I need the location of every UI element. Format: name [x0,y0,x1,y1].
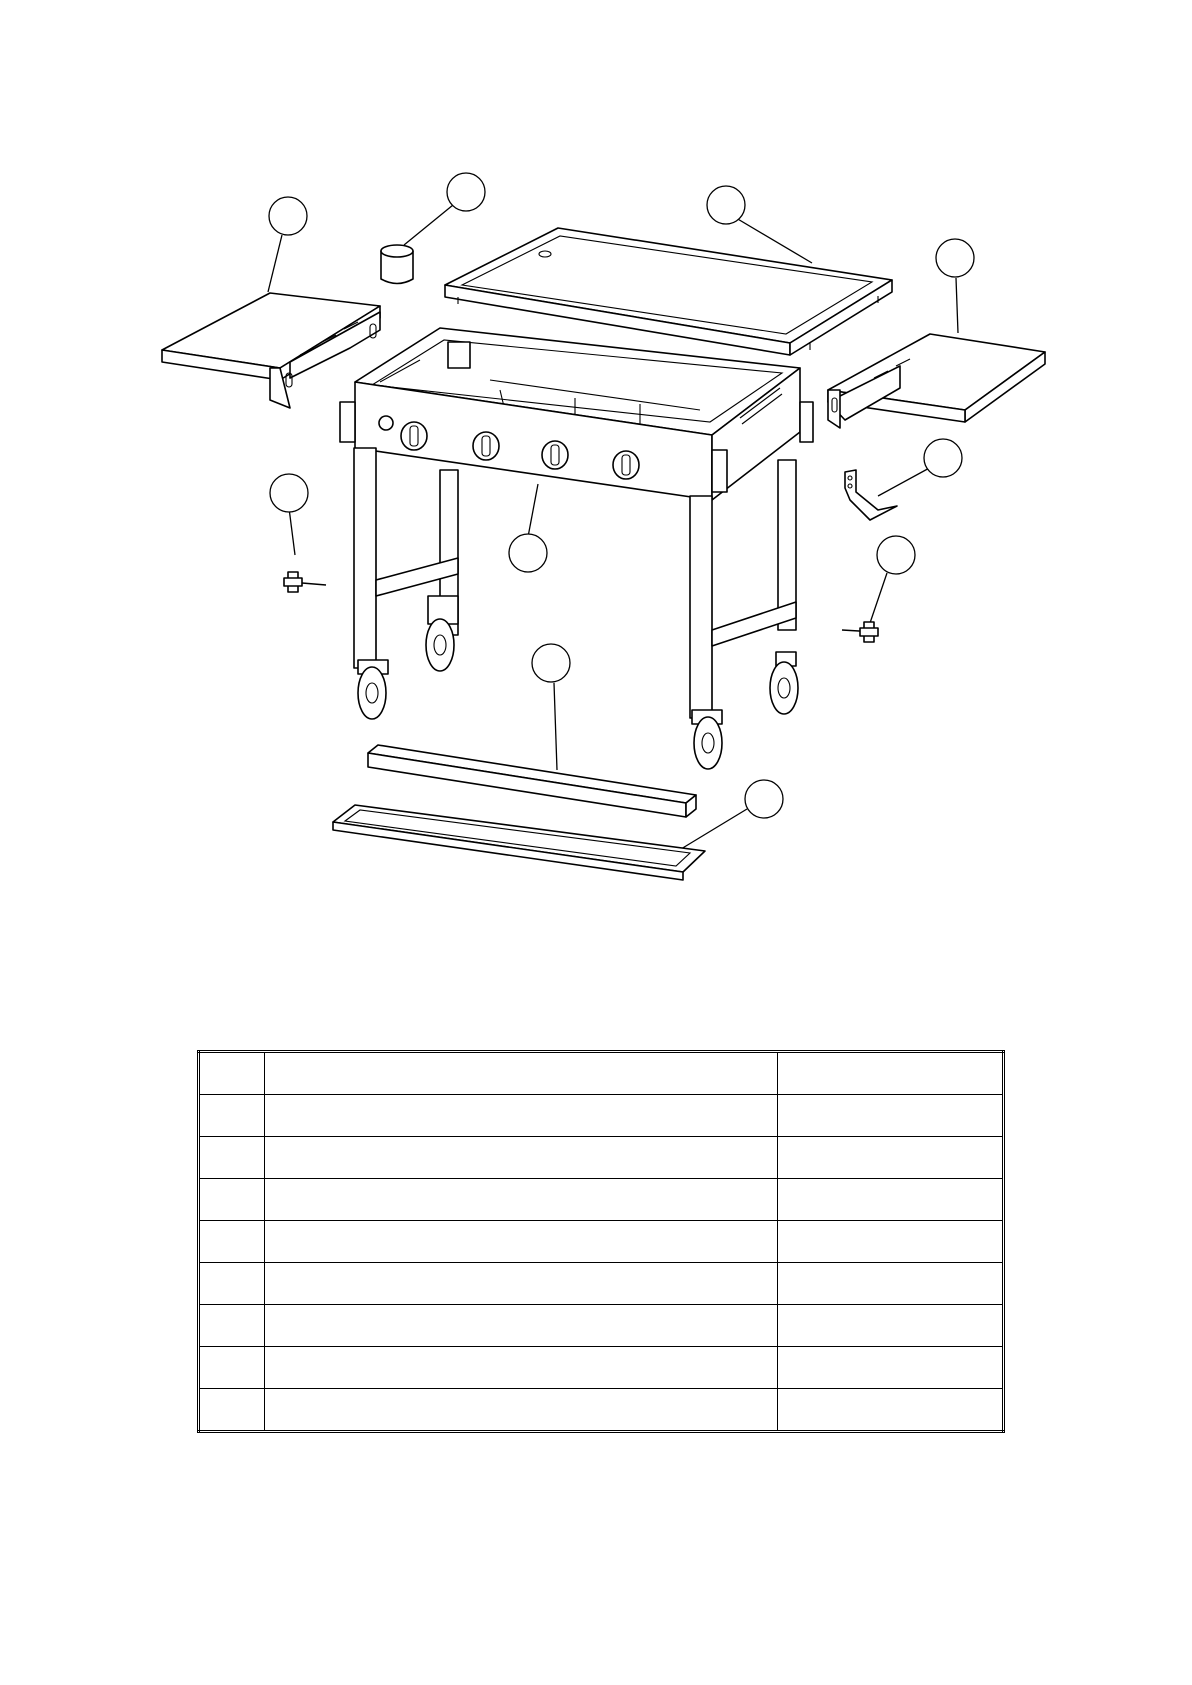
table-cell [265,1347,778,1389]
table-row [199,1137,1004,1179]
table-cell [199,1305,265,1347]
table-cell [199,1179,265,1221]
table-cell [265,1095,778,1137]
callout-cart-body [509,534,547,572]
table-cell [265,1389,778,1432]
right-side-shelf [828,334,1045,428]
hook-bracket [845,470,897,520]
table-row [199,1179,1004,1221]
bottom-tray [333,805,705,880]
callout-left-side-shelf [269,197,307,235]
table-cell [199,1095,265,1137]
table-cell [199,1263,265,1305]
table-cell [778,1179,1004,1221]
table-cell [265,1263,778,1305]
callout-right-side-shelf [936,239,974,277]
callout-left-knob-bolt [270,474,308,512]
header-cell-number [199,1052,265,1095]
table-cell [199,1221,265,1263]
table-cell [265,1179,778,1221]
table-header-row [199,1052,1004,1095]
parts-list-table [197,1050,1005,1433]
header-cell-quantity [778,1052,1004,1095]
callout-griddle-top [707,186,745,224]
left-side-shelf [162,293,380,408]
table-cell [778,1305,1004,1347]
casters [358,619,798,769]
table-cell [199,1389,265,1432]
grease-cup [381,245,413,284]
table-cell [778,1263,1004,1305]
cross-bar [368,745,696,817]
table-cell [778,1137,1004,1179]
table-row [199,1389,1004,1432]
table-cell [265,1305,778,1347]
table-row [199,1263,1004,1305]
table-row [199,1221,1004,1263]
table-cell [199,1347,265,1389]
right-knob-bolt [842,622,878,642]
table-cell [199,1137,265,1179]
callout-right-knob-bolt [877,536,915,574]
table-cell [778,1221,1004,1263]
header-cell-description [265,1052,778,1095]
callout-bottom-tray [745,780,783,818]
table-cell [778,1389,1004,1432]
cart-body [340,328,813,769]
table-cell [778,1095,1004,1137]
table-cell [265,1221,778,1263]
table-row [199,1305,1004,1347]
table-cell [778,1347,1004,1389]
callout-grease-cup [447,173,485,211]
left-knob-bolt [284,572,326,592]
table-cell [265,1137,778,1179]
callout-hook-bracket [924,439,962,477]
table-row [199,1095,1004,1137]
callout-cross-bar [532,644,570,682]
table-row [199,1347,1004,1389]
